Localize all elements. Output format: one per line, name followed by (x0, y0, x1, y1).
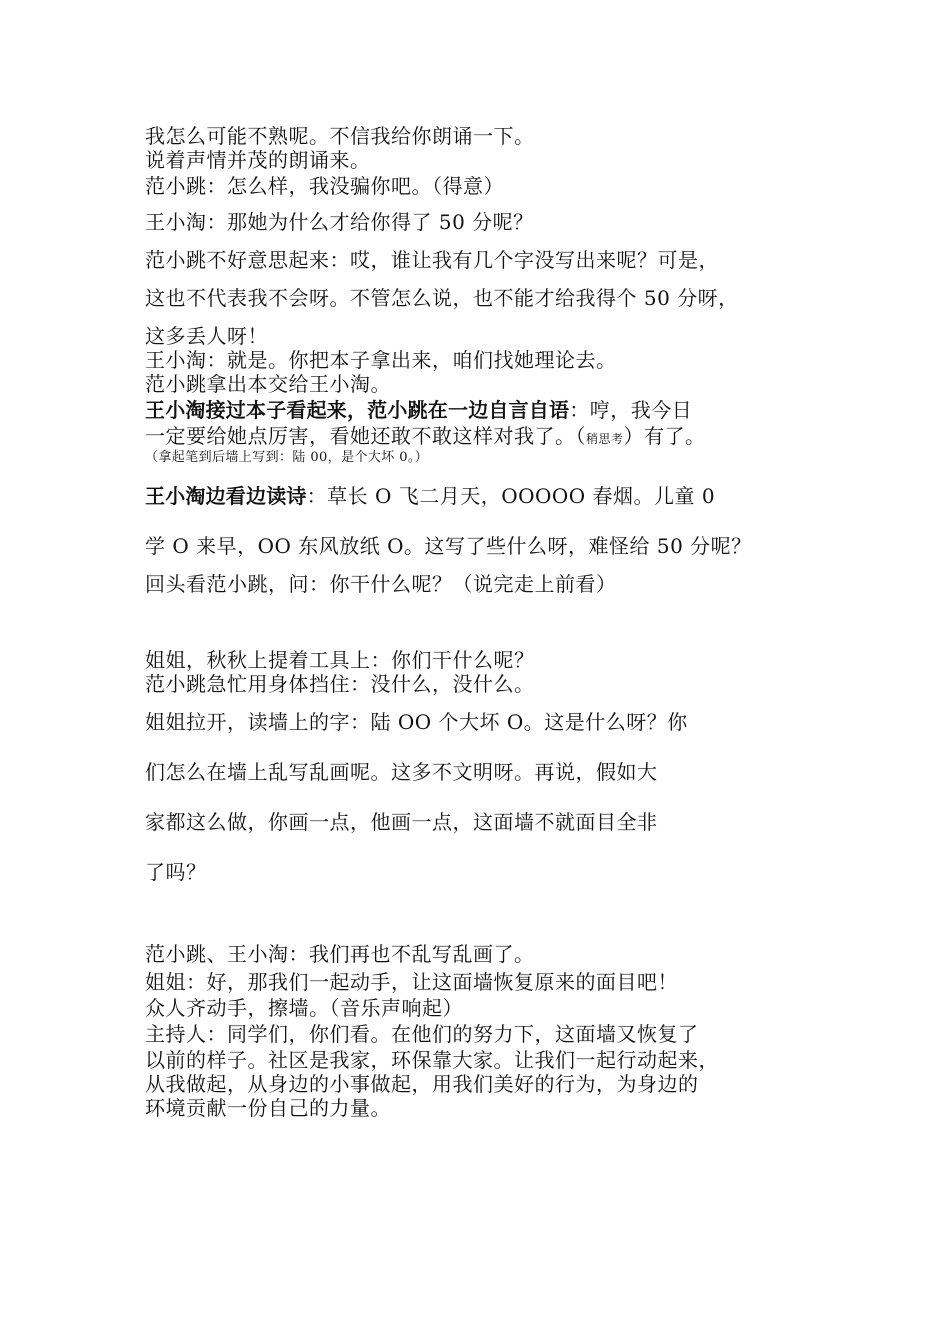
text-line: 说着声情并茂的朗诵来。 (145, 148, 371, 172)
text-line: 了吗？ (145, 860, 207, 884)
text-fragment: 一定要给她点厉害，看她还敢不敢这样对我了。（ (145, 424, 586, 448)
text-line: 范小跳不好意思起来：哎，谁让我有几个字没写出来呢？可是， (145, 248, 719, 272)
text-line: 我怎么可能不熟呢。不信我给你朗诵一下。 (145, 124, 535, 148)
text-line: 环境贡献一份自己的力量。 (145, 1096, 391, 1120)
text-line-mixed (145, 484, 715, 508)
text-line: 回头看范小跳，问：你干什么呢？（说完走上前看） (145, 572, 617, 596)
text-line: 范小跳、王小淘：我们再也不乱写乱画了。 (145, 942, 535, 966)
text-line: 姐姐：好，那我们一起动手，让这面墙恢复原来的面目吧！ (145, 970, 678, 994)
text-line-mixed (145, 424, 706, 451)
text-line: 范小跳急忙用身体挡住：没什么，没什么。 (145, 672, 535, 696)
text-line: 从我做起，从身边的小事做起，用我们美好的行为，为身边的 (145, 1072, 699, 1096)
text-line: 这多丢人呀！ (145, 324, 268, 348)
text-line: 家都这么做，你画一点，他画一点，这面墙不就面目全非 (145, 810, 658, 834)
text-fragment: ：哼，我今日 (569, 398, 693, 422)
text-fragment: ：草长 O 飞二月天，OOOOO 春烟。儿童 0 (306, 484, 716, 508)
small-stage-note: 稍思考 (586, 432, 624, 446)
text-line: 这也不代表我不会呀。不管怎么说，也不能才给我得个 50 分呀， (145, 286, 739, 310)
text-line-mixed (145, 398, 692, 422)
text-line: 主持人：同学们，你们看。在他们的努力下，这面墙又恢复了 (145, 1022, 699, 1046)
text-line: 王小淘：就是。你把本子拿出来，咱们找她理论去。 (145, 348, 617, 372)
text-line: 以前的样子。社区是我家，环保靠大家。让我们一起行动起来， (145, 1048, 719, 1072)
text-line: 姐姐拉开，读墙上的字：陆 OO 个大坏 O。这是什么呀？你 (145, 710, 688, 734)
text-line: 众人齐动手，擦墙。（音乐声响起） (145, 996, 463, 1020)
text-line: 们怎么在墙上乱写乱画呢。这多不文明呀。再说，假如大 (145, 760, 658, 784)
text-line: 王小淘：那她为什么才给你得了 50 分呢？ (145, 210, 534, 234)
text-fragment: ）有了。 (623, 424, 706, 448)
bold-stage-direction: 王小淘接过本子看起来，范小跳在一边自言自语 (145, 398, 570, 422)
text-line: 姐姐，秋秋上提着工具上：你们干什么呢？ (145, 648, 535, 672)
text-line-small: （拿起笔到后墙上写到：陆 00，是个大坏 0。） (145, 450, 429, 465)
text-line: 学 O 来早，OO 东风放纸 O。这写了些什么呀，难怪给 50 分呢？ (145, 534, 752, 558)
text-line: 范小跳拿出本交给王小淘。 (145, 372, 391, 396)
text-line: 范小跳：怎么样，我没骗你吧。（得意） (145, 174, 504, 198)
bold-stage-direction: 王小淘边看边读诗 (145, 484, 307, 508)
